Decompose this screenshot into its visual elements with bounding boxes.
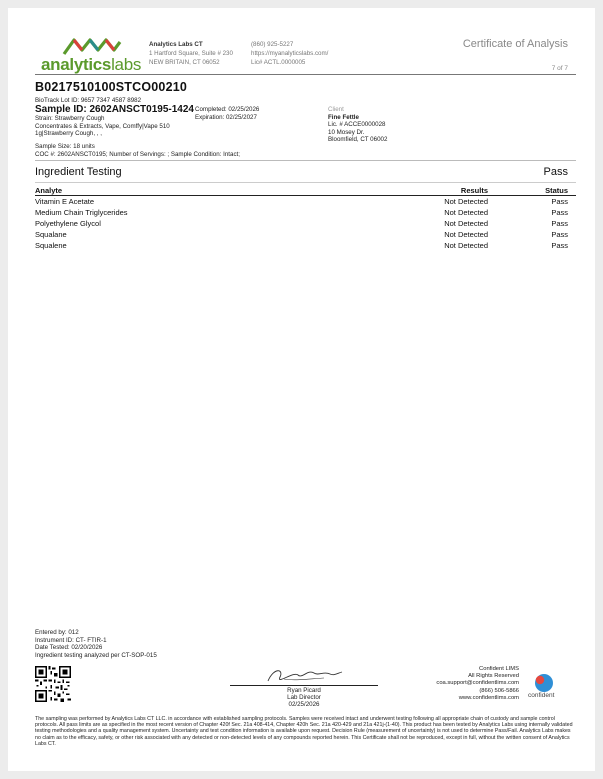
- lab-name: Analytics Labs CT: [149, 41, 203, 48]
- status-cell: Pass: [551, 241, 568, 250]
- dates: [195, 106, 259, 121]
- status-cell: Pass: [551, 197, 568, 206]
- result-cell: Not Detected: [444, 208, 488, 217]
- analyte-cell: Squalene: [35, 241, 67, 250]
- lab-contact: [251, 40, 328, 67]
- confident-wordmark: confident: [528, 692, 555, 699]
- signatory-title: Lab Director: [287, 694, 321, 701]
- result-cell: Not Detected: [444, 230, 488, 239]
- sample-id: Sample ID: 2602ANSCT0195-1424: [35, 104, 194, 115]
- status-cell: Pass: [551, 230, 568, 239]
- date-tested: Date Tested: 02/20/2026: [35, 644, 103, 652]
- signature-date: 02/25/2026: [288, 701, 320, 708]
- column-header-results: Results: [460, 186, 488, 195]
- lims-email[interactable]: coa.support@confidentlims.com: [436, 680, 519, 687]
- analyte-cell: Squalane: [35, 230, 67, 239]
- category: Concentrates & Extracts, Vape, Comffy|Vape 510: [35, 122, 170, 130]
- instrument-id: Instrument ID: CT- FTIR-1: [35, 636, 107, 644]
- signature-icon: [264, 665, 344, 687]
- lab-info: [149, 40, 233, 67]
- lims-website[interactable]: www.confidentlims.com: [458, 694, 519, 701]
- lab-phone: (860) 925-5227: [251, 41, 294, 48]
- coc-line: COC #: 2602ANSCT0195; Number of Servings: ; Sample Condition: Intact;: [35, 150, 240, 158]
- completed-date: Completed: 02/25/2026: [195, 106, 260, 113]
- expiration-date: Expiration: 02/25/2027: [195, 113, 257, 121]
- footer-disclaimer: The sampling was performed by Analytics Labs CT LLC. in accordance with established sampling protocols. Samples were received intact and underwent testing following all appropriate chain of custody and sample control protocols. All pass limits are as specified in the most recent version of Chapter 420f Sec. 21a 408-414, Chapter 420h Sec. 21a 420-429 and 21a 421j-(1-40). This product has been tested by Analytics Labs using internally validated testing methodologies and a quality management system. Uncertainty and test condition information is available upon request. Decision Rule (measurement of uncertainty) is not used to determine Pass/Fail. Analytics Labs makes no claim as to the efficacy, safety, or other risk associated with any detected or non-detected levels of any compounds reported herein. This Certificate shall not be reproduced, except in full, without the written consent of Analytics Labs CT.: [35, 716, 573, 747]
- logo-wordmark: [41, 55, 141, 75]
- sop-line: Ingredient testing analyzed per CT-SOP-015: [35, 651, 157, 659]
- client-label: Client: [328, 106, 344, 113]
- column-header-status: Status: [545, 186, 568, 195]
- result-cell: Not Detected: [444, 241, 488, 250]
- client-address1: 10 Mosey Dr.: [328, 128, 365, 136]
- table-header-rule: [35, 195, 576, 196]
- client-name: Fine Fettle: [328, 113, 359, 121]
- lab-website[interactable]: https://myanalyticslabs.com/: [251, 50, 329, 57]
- logo-bold: analytics: [41, 55, 112, 74]
- lab-address2: NEW BRITAIN, CT 06052: [149, 59, 220, 66]
- analytics-labs-logo-icon: [62, 36, 122, 56]
- result-cell: Not Detected: [444, 219, 488, 228]
- product: 1g|Strawberry Cough, , ,: [35, 130, 102, 137]
- lims-rights: All Rights Reserved: [468, 673, 519, 680]
- biotrack-lot: BioTrack Lot ID: 9657 7347 4587 8982: [35, 97, 142, 104]
- lims-phone: (866) 506-5866: [479, 687, 519, 694]
- lab-address1: 1 Hartford Square, Suite # 230: [149, 50, 233, 57]
- document-title: Certificate of Analysis: [462, 38, 568, 50]
- analyte-cell: Polyethylene Glycol: [35, 219, 101, 228]
- section-title: Ingredient Testing: [35, 166, 122, 178]
- status-cell: Pass: [551, 219, 568, 228]
- method-info: [35, 629, 157, 659]
- page-number: 7 of 7: [551, 65, 568, 72]
- signature-line: [230, 685, 378, 686]
- result-cell: Not Detected: [444, 197, 488, 206]
- lims-info: [436, 666, 519, 702]
- header-divider: [35, 74, 576, 75]
- status-cell: Pass: [551, 208, 568, 217]
- client-info: [328, 106, 387, 144]
- client-address2: Bloomfield, CT 06002: [328, 136, 388, 143]
- signatory-name: Ryan Picard: [287, 687, 321, 694]
- batch-id: B0217510100STCO00210: [35, 80, 188, 94]
- sample-meta: [35, 143, 240, 158]
- analyte-cell: Medium Chain Triglycerides: [35, 208, 128, 217]
- section-divider: [35, 182, 576, 183]
- qr-code-icon[interactable]: [35, 666, 71, 702]
- column-header-analyte: Analyte: [35, 186, 63, 195]
- signatory: [230, 687, 378, 708]
- coa-page: [8, 8, 595, 771]
- confident-logo-icon: [533, 672, 555, 694]
- overall-status: Pass: [543, 166, 568, 178]
- sample-details: [35, 115, 170, 138]
- lims-name: Confident LIMS: [479, 666, 519, 672]
- sample-size: Sample Size: 18 units: [35, 143, 95, 150]
- client-license: Lic. # ACCE0000028: [328, 121, 386, 128]
- logo-light: labs: [111, 55, 142, 74]
- sample-divider: [35, 160, 576, 161]
- entered-by: Entered by: 012: [35, 629, 79, 636]
- lab-license: Lic# ACTL.0000005: [251, 59, 306, 66]
- strain: Strain: Strawberry Cough: [35, 115, 105, 122]
- analyte-cell: Vitamin E Acetate: [35, 197, 95, 206]
